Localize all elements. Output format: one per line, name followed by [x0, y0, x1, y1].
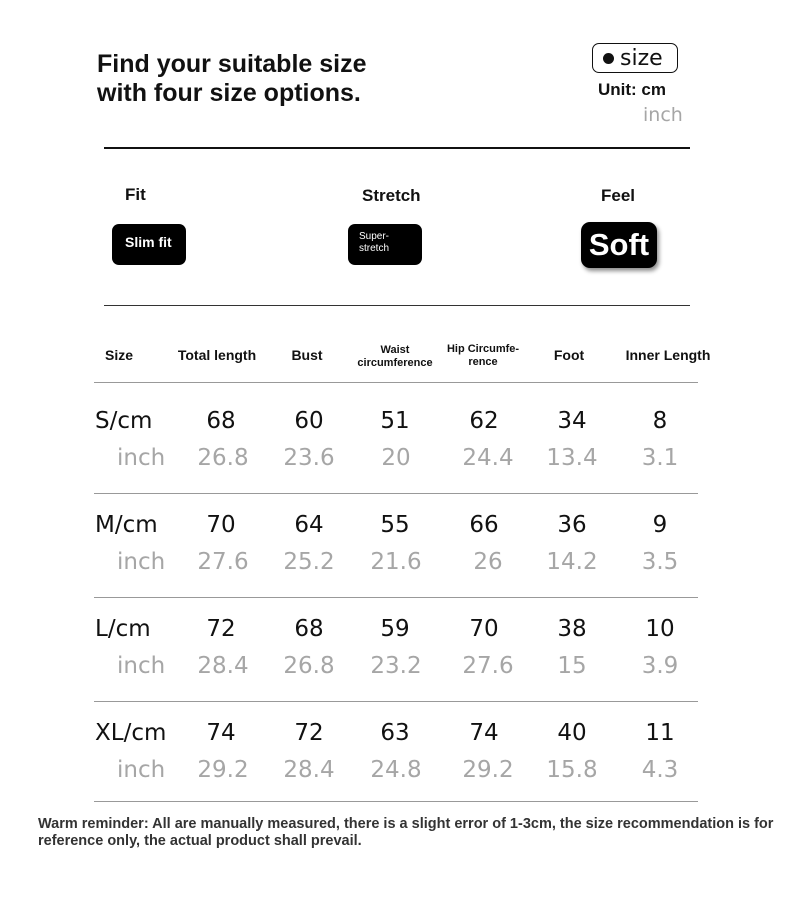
cell-bust-cm: 60	[294, 408, 324, 434]
size-badge	[592, 43, 678, 73]
cell-waist-cm: 51	[380, 408, 410, 434]
top-divider	[104, 147, 690, 149]
feel-badge: Soft	[581, 222, 657, 268]
cell-bust-inch: 28.4	[283, 757, 335, 783]
bullet-icon	[603, 53, 614, 64]
header-foot: Foot	[553, 347, 585, 363]
stretch-badge	[348, 224, 422, 265]
cell-foot-cm: 38	[557, 616, 587, 642]
cell-inner-length-cm: 8	[652, 408, 668, 434]
cell-inner-length-cm: 10	[645, 616, 675, 642]
header-separator	[94, 382, 698, 383]
cell-total-length-cm: 70	[206, 512, 236, 538]
stretch-badge-line-1: Super-	[359, 231, 390, 242]
cell-hip-inch: 26	[473, 549, 503, 575]
cell-foot-inch: 14.2	[546, 549, 598, 575]
unit-cm-label: Unit: cm	[598, 80, 666, 99]
row-separator	[94, 493, 698, 494]
row-inch-label: inch	[117, 549, 166, 575]
header-size: Size	[104, 347, 134, 363]
cell-foot-cm: 36	[557, 512, 587, 538]
middle-divider	[104, 305, 690, 306]
cell-hip-cm: 74	[469, 720, 499, 746]
header-bust: Bust	[291, 347, 323, 363]
header-inner-length: Inner Length	[625, 347, 711, 363]
cell-bust-cm: 68	[294, 616, 324, 642]
cell-bust-inch: 23.6	[283, 445, 335, 471]
header-waist-line-2: circumference	[357, 357, 433, 369]
title-line-1: Find your suitable size	[97, 50, 367, 78]
cell-waist-cm: 59	[380, 616, 410, 642]
row-separator	[94, 597, 698, 598]
row-size-label: M/cm	[95, 512, 158, 538]
cell-foot-cm: 34	[557, 408, 587, 434]
cell-foot-cm: 40	[557, 720, 587, 746]
cell-waist-cm: 55	[380, 512, 410, 538]
row-separator	[94, 801, 698, 802]
cell-bust-inch: 26.8	[283, 653, 335, 679]
cell-waist-inch: 20	[381, 445, 411, 471]
cell-hip-cm: 66	[469, 512, 499, 538]
feel-label: Feel	[601, 186, 636, 205]
row-separator	[94, 701, 698, 702]
fit-label: Fit	[125, 185, 146, 204]
cell-total-length-cm: 68	[206, 408, 236, 434]
cell-foot-inch: 15	[557, 653, 587, 679]
cell-inner-length-cm: 11	[645, 720, 675, 746]
cell-foot-inch: 13.4	[546, 445, 598, 471]
cell-waist-inch: 24.8	[370, 757, 422, 783]
row-size-label: L/cm	[95, 616, 151, 642]
row-inch-label: inch	[117, 757, 166, 783]
cell-inner-length-inch: 4.3	[641, 757, 679, 783]
header-waist-line-1: Waist	[380, 344, 410, 356]
title-line-2: with four size options.	[97, 79, 361, 107]
cell-inner-length-inch: 3.1	[641, 445, 679, 471]
stretch-badge-line-2: stretch	[359, 243, 390, 254]
unit-inch-label: inch	[643, 104, 683, 126]
fit-badge: Slim fit	[112, 224, 186, 265]
cell-waist-inch: 21.6	[370, 549, 422, 575]
cell-total-length-cm: 72	[206, 616, 236, 642]
cell-waist-inch: 23.2	[370, 653, 422, 679]
cell-hip-cm: 70	[469, 616, 499, 642]
stretch-label: Stretch	[362, 186, 421, 205]
cell-waist-cm: 63	[380, 720, 410, 746]
cell-bust-inch: 25.2	[283, 549, 335, 575]
cell-total-length-inch: 29.2	[197, 757, 249, 783]
cell-hip-cm: 62	[469, 408, 499, 434]
cell-bust-cm: 72	[294, 720, 324, 746]
row-size-label: S/cm	[95, 408, 153, 434]
page-title	[97, 50, 367, 108]
cell-bust-cm: 64	[294, 512, 324, 538]
cell-inner-length-inch: 3.9	[641, 653, 679, 679]
warm-reminder: Warm reminder: All are manually measured, there is a slight error of 1-3cm, the size recommendation is for reference only, the actual product shall prevail.	[38, 816, 774, 849]
cell-hip-inch: 27.6	[462, 653, 514, 679]
cell-total-length-inch: 27.6	[197, 549, 249, 575]
header-hip-line-2: rence	[468, 356, 498, 368]
header-total-length: Total length	[177, 347, 257, 363]
cell-total-length-cm: 74	[206, 720, 236, 746]
size-badge-label: size	[620, 45, 663, 71]
cell-inner-length-cm: 9	[652, 512, 668, 538]
cell-hip-inch: 24.4	[462, 445, 514, 471]
header-hip-line-1: Hip Circumfe-	[446, 343, 520, 355]
cell-total-length-inch: 26.8	[197, 445, 249, 471]
row-size-label: XL/cm	[95, 720, 167, 746]
cell-total-length-inch: 28.4	[197, 653, 249, 679]
cell-hip-inch: 29.2	[462, 757, 514, 783]
row-inch-label: inch	[117, 445, 166, 471]
header-waist	[357, 344, 432, 370]
cell-inner-length-inch: 3.5	[641, 549, 679, 575]
row-inch-label: inch	[117, 653, 166, 679]
header-hip	[447, 343, 519, 369]
cell-foot-inch: 15.8	[546, 757, 598, 783]
